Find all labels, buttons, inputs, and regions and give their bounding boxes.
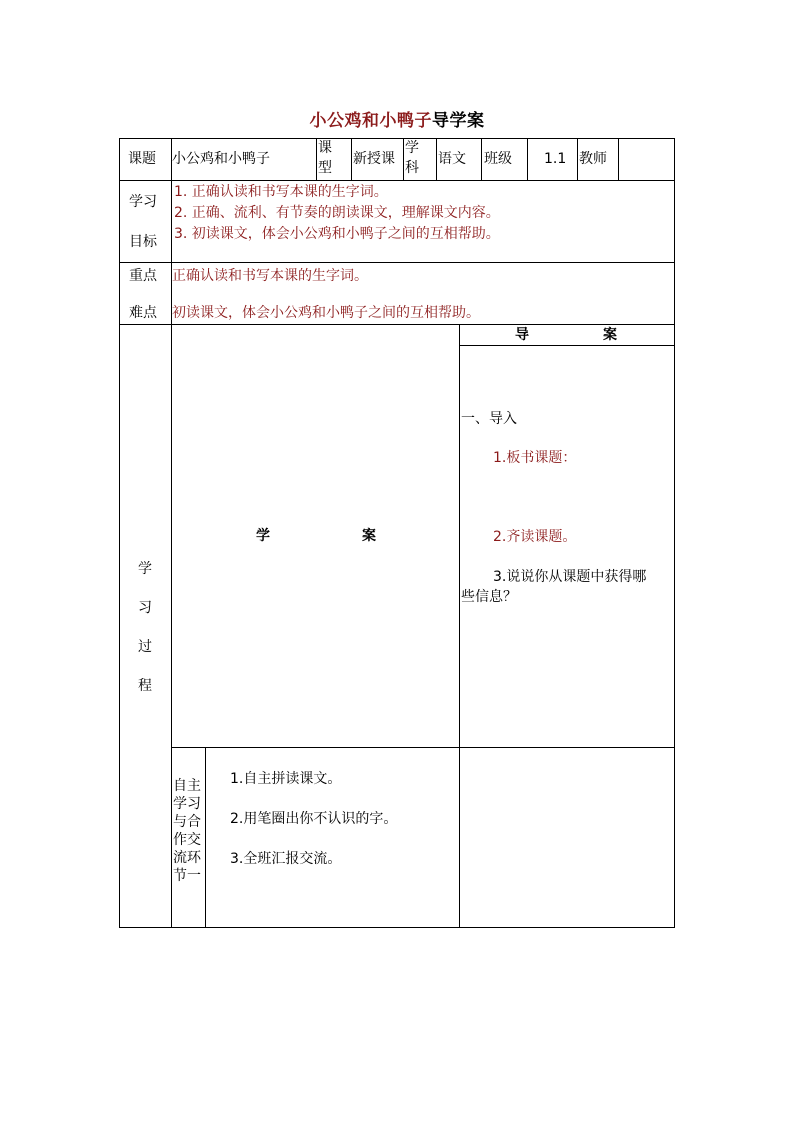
grid-line bbox=[119, 262, 675, 263]
daoan-item-3-line2: 些信息？ bbox=[461, 589, 517, 605]
process-label-char: 程 bbox=[138, 678, 152, 694]
goal-item: 1. 正确认读和书写本课的生字词。 bbox=[174, 184, 388, 200]
xueke-label-2: 科 bbox=[405, 160, 419, 176]
grid-line bbox=[577, 138, 578, 180]
grid-line bbox=[481, 138, 482, 180]
ketie-value: 小公鸡和小鸭子 bbox=[172, 151, 270, 167]
grid-line bbox=[403, 138, 404, 180]
section1-label-line: 流环 bbox=[173, 850, 201, 866]
grid-line bbox=[171, 747, 675, 748]
section1-item: 1.自主拼读课文。 bbox=[230, 771, 342, 787]
daoan-intro: 一、导入 bbox=[461, 411, 517, 427]
title-black-part: 导学案 bbox=[432, 111, 485, 131]
grid-line bbox=[436, 138, 437, 180]
grid-line bbox=[119, 180, 675, 181]
grid-line bbox=[618, 138, 619, 180]
daoan-header-left: 导 bbox=[515, 327, 529, 343]
kexing-label-1: 课 bbox=[318, 140, 332, 156]
process-label-char: 过 bbox=[138, 639, 152, 655]
grid-line bbox=[171, 138, 172, 928]
banji-value: 1.1 bbox=[544, 151, 567, 167]
goal-item: 2. 正确、流利、有节奏的朗读课文，理解课文内容。 bbox=[174, 205, 500, 221]
daoan-header-right: 案 bbox=[603, 327, 617, 343]
section1-item: 3.全班汇报交流。 bbox=[230, 851, 342, 867]
process-label-char: 习 bbox=[138, 600, 152, 616]
section1-label-line: 与合 bbox=[173, 814, 201, 830]
zhongdian-label: 重点 bbox=[129, 268, 157, 284]
xuean-header-right: 案 bbox=[362, 528, 376, 544]
nandian-text: 初读课文，体会小公鸡和小鸭子之间的互相帮助。 bbox=[172, 305, 480, 321]
section1-item: 2.用笔圈出你不认识的字。 bbox=[230, 811, 398, 827]
xuean-header-left: 学 bbox=[256, 528, 270, 544]
title-red-part: 小公鸡和小鸭子 bbox=[309, 111, 432, 131]
grid-line bbox=[205, 747, 206, 928]
xueke-label-1: 学 bbox=[405, 140, 419, 156]
goal-item: 3. 初读课文，体会小公鸡和小鸭子之间的互相帮助。 bbox=[174, 226, 500, 242]
zhongdian-text: 正确认读和书写本课的生字词。 bbox=[172, 268, 368, 284]
goals-label-1: 学习 bbox=[129, 194, 157, 210]
grid-line bbox=[119, 927, 675, 928]
section1-label-line: 作交 bbox=[173, 832, 201, 848]
grid-line bbox=[351, 138, 352, 180]
page-title bbox=[0, 106, 794, 131]
grid-line bbox=[527, 138, 528, 180]
grid-line bbox=[674, 138, 675, 928]
jiaoshi-label: 教师 bbox=[579, 151, 607, 167]
grid-line bbox=[459, 324, 460, 928]
kexing-value: 新授课 bbox=[353, 151, 395, 167]
goals-label-2: 目标 bbox=[129, 234, 157, 250]
banji-label: 班级 bbox=[484, 151, 512, 167]
grid-line bbox=[119, 138, 120, 928]
process-label-char: 学 bbox=[138, 561, 152, 577]
daoan-item-1: 1.板书课题： bbox=[493, 450, 577, 466]
daoan-item-2: 2.齐读课题。 bbox=[493, 529, 577, 545]
grid-line bbox=[459, 345, 675, 346]
grid-line bbox=[119, 324, 675, 325]
section1-label-line: 学习 bbox=[173, 796, 201, 812]
grid-line bbox=[119, 138, 675, 139]
xueke-value: 语文 bbox=[438, 151, 466, 167]
ketie-label: 课题 bbox=[128, 151, 156, 167]
nandian-label: 难点 bbox=[129, 305, 157, 321]
daoan-item-3-line1: 3.说说你从课题中获得哪 bbox=[493, 569, 647, 585]
grid-line bbox=[316, 138, 317, 180]
section1-label-line: 自主 bbox=[173, 778, 201, 794]
section1-label-line: 节一 bbox=[173, 868, 201, 884]
kexing-label-2: 型 bbox=[318, 160, 332, 176]
